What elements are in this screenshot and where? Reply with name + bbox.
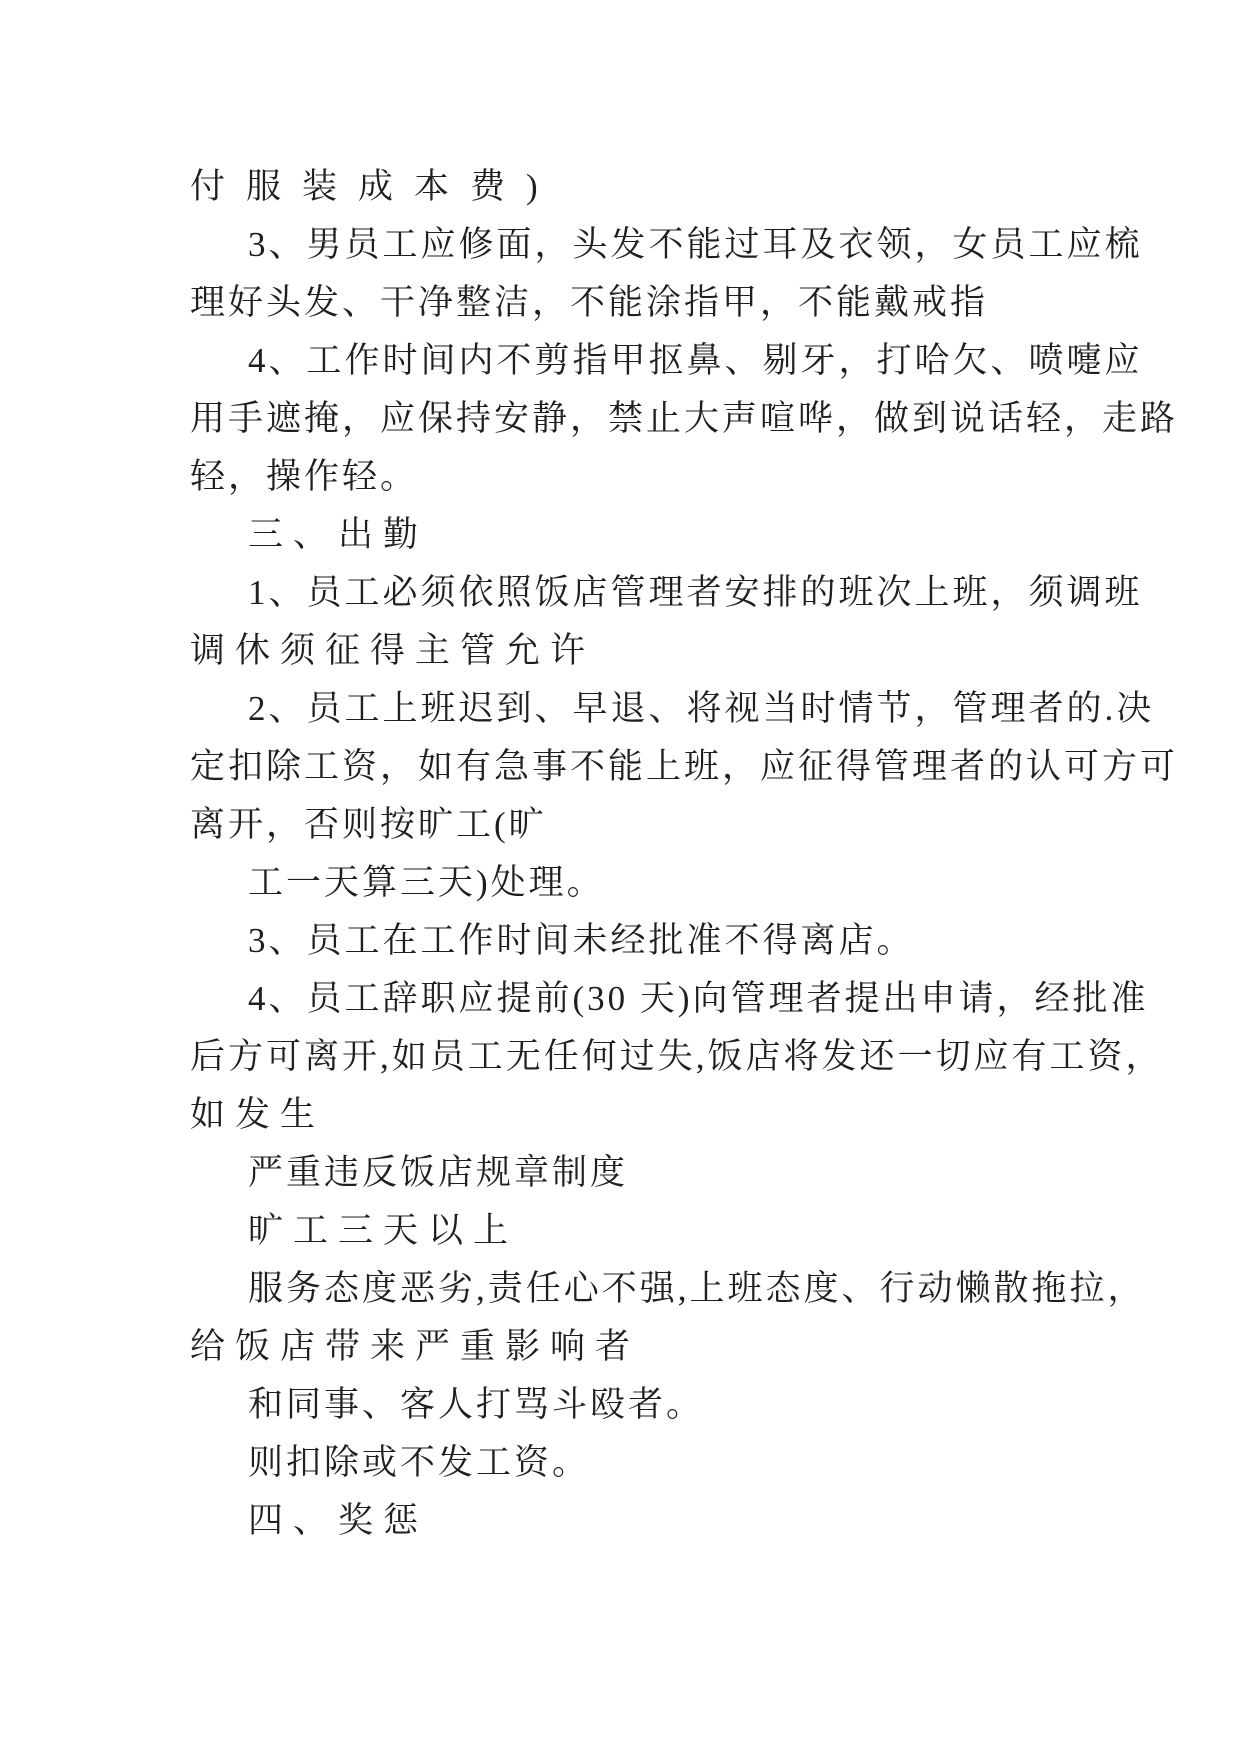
document-body [190,158,1181,1550]
document-line: 四、奖惩 [248,1501,429,1540]
document-line: 4、工作时间内不剪指甲抠鼻、剔牙，打哈欠、喷嚏应 [248,341,1143,380]
document-line: 如发生 [190,1095,326,1134]
document-line: 工一天算三天)处理。 [248,863,605,902]
document-line: 旷工三天以上 [248,1211,519,1250]
document-line: 1、员工必须依照饭店管理者安排的班次上班，须调班 [248,573,1143,612]
document-line: 后方可离开,如员工无任何过失,饭店将发还一切应有工资， [190,1037,1164,1076]
document-line: 3、员工在工作时间未经批准不得离店。 [248,921,915,960]
document-line: 给饭店带来严重影响者 [190,1327,641,1366]
document-line: 严重违反饭店规章制度 [248,1153,629,1192]
document-line: 2、员工上班迟到、早退、将视当时情节，管理者的.决 [248,689,1155,728]
document-line: 轻，操作轻。 [190,457,419,496]
document-line: 则扣除或不发工资。 [248,1443,591,1482]
document-line: 三、出勤 [248,515,429,554]
document-line: 离开，否则按旷工(旷 [190,805,547,844]
document-line: 和同事、客人打骂斗殴者。 [248,1385,705,1424]
document-line: 调休须征得主管允许 [190,631,596,670]
document-line: 服务态度恶劣,责任心不强,上班态度、行动懒散拖拉， [248,1269,1146,1308]
document-line: 定扣除工资，如有急事不能上班，应征得管理者的认可方可 [190,747,1179,786]
document-line: 4、员工辞职应提前(30 天)向管理者提出申请，经批准 [248,979,1149,1018]
document-line: 用手遮掩，应保持安静，禁止大声喧哗，做到说话轻，走路 [190,399,1179,438]
document-line: 付服装成本费) [190,167,559,206]
document-line: 3、男员工应修面，头发不能过耳及衣领，女员工应梳 [248,225,1143,264]
document-line: 理好头发、干净整洁，不能涂指甲，不能戴戒指 [190,283,989,322]
